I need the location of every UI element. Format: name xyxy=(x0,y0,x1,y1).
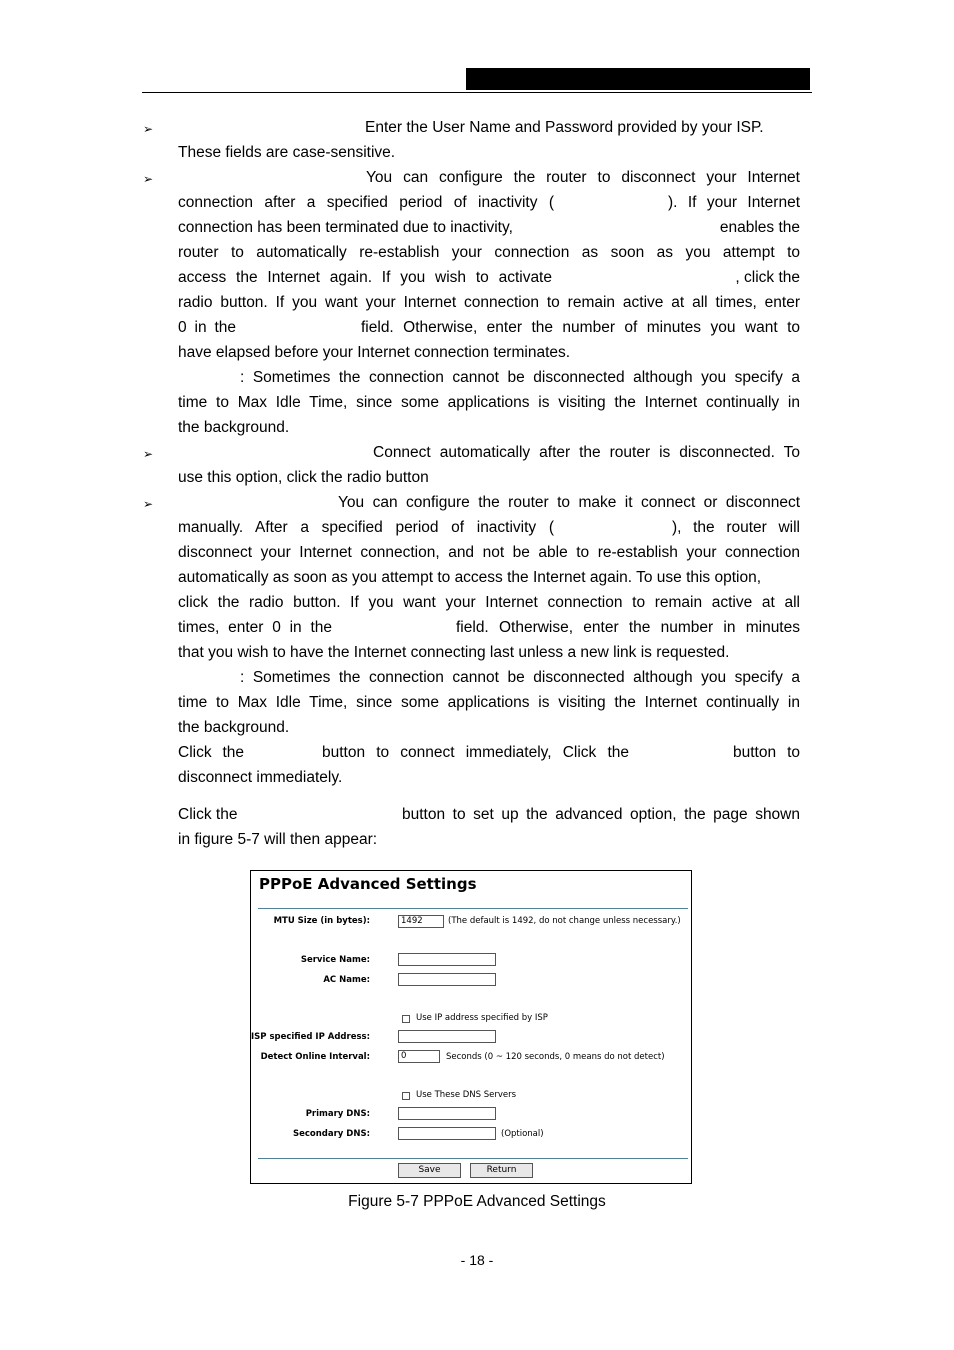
pppoe-advanced-settings-figure xyxy=(250,870,692,1184)
ac-name-label: AC Name: xyxy=(323,975,370,985)
secondary-dns-input[interactable] xyxy=(398,1127,496,1140)
optional-note: (Optional) xyxy=(501,1129,544,1139)
bullet-icon: ➢ xyxy=(143,447,154,461)
use-dns-checkbox[interactable] xyxy=(402,1092,410,1100)
text-line: button to set up the advanced option, the page shown xyxy=(402,806,800,823)
header-bar xyxy=(466,68,810,90)
text-line: field. Otherwise, enter the number of minutes you want to xyxy=(361,319,800,336)
text-line: the background. xyxy=(178,719,290,736)
mtu-size-input[interactable]: 1492 xyxy=(398,915,444,928)
detect-interval-label: Detect Online Interval: xyxy=(260,1052,370,1062)
text-line: 0 in the xyxy=(178,319,236,336)
service-name-label: Service Name: xyxy=(300,955,370,965)
return-button[interactable]: Return xyxy=(470,1163,533,1178)
text-line: that you wish to have the Internet connecting last unless a new link is requested. xyxy=(178,644,730,661)
text-line: times, enter 0 in the xyxy=(178,619,332,636)
primary-dns-input[interactable] xyxy=(398,1107,496,1120)
text-line: access the Internet again. If you wish to activate xyxy=(178,269,552,286)
use-isp-ip-label: Use IP address specified by ISP xyxy=(416,1013,548,1023)
text-line: disconnect your Internet connection, and not be able to re-establish your connection xyxy=(178,544,800,561)
text-line: time to Max Idle Time, since some applications is visiting the Internet continually in xyxy=(178,394,800,411)
text-line: radio button. If you want your Internet connection to remain active at all times, enter xyxy=(178,294,800,311)
text-line: Enter the User Name and Password provided by your ISP. xyxy=(365,119,764,136)
service-name-input[interactable] xyxy=(398,953,496,966)
text-line: You can configure the router to make it connect or disconnect xyxy=(338,494,800,511)
use-isp-ip-checkbox[interactable] xyxy=(402,1015,410,1023)
text-line: in figure 5-7 will then appear: xyxy=(178,831,378,848)
bullet-icon: ➢ xyxy=(143,497,154,511)
bullet-icon: ➢ xyxy=(143,172,154,186)
text-line: time to Max Idle Time, since some applications is visiting the Internet continually in xyxy=(178,694,800,711)
text-line: enables the xyxy=(719,219,800,236)
text-line: ), the router will xyxy=(672,519,800,536)
text-line: disconnect immediately. xyxy=(178,769,343,786)
text-line: These fields are case-sensitive. xyxy=(178,144,396,161)
figure-title: PPPoE Advanced Settings xyxy=(259,875,477,893)
text-line: click the radio button. If you want your Internet connection to remain active at all xyxy=(178,594,800,611)
text-line: the background. xyxy=(178,419,290,436)
mtu-size-label: MTU Size (in bytes): xyxy=(273,916,370,926)
save-button[interactable]: Save xyxy=(398,1163,461,1178)
text-line: button to xyxy=(733,744,800,761)
isp-ip-address-label: ISP specified IP Address: xyxy=(250,1032,370,1042)
secondary-dns-label: Secondary DNS: xyxy=(292,1129,370,1139)
figure-caption: Figure 5-7 PPPoE Advanced Settings xyxy=(348,1193,606,1210)
isp-ip-address-input[interactable] xyxy=(398,1030,496,1043)
footer-divider xyxy=(258,1158,688,1159)
text-line: connection after a specified period of inactivity ( xyxy=(178,194,554,211)
text-line: button to connect immediately, Click the xyxy=(322,744,629,761)
detect-interval-note: Seconds (0 ~ 120 seconds, 0 means do not detect) xyxy=(446,1052,665,1062)
text-line: Connect automatically after the router is disconnected. To xyxy=(373,444,800,461)
text-line: connection has been terminated due to inactivity, xyxy=(178,219,513,236)
text-line: Click the xyxy=(178,744,244,761)
text-line: : Sometimes the connection cannot be disconnected although you specify a xyxy=(240,369,800,386)
title-divider xyxy=(258,908,688,909)
text-line: , click the xyxy=(735,269,800,286)
page-number: - 18 - xyxy=(460,1252,494,1268)
text-line: manually. After a specified period of inactivity ( xyxy=(178,519,554,536)
text-line: ). If your Internet xyxy=(668,194,800,211)
text-line: Click the xyxy=(178,806,238,823)
text-line: field. Otherwise, enter the number in minutes xyxy=(456,619,800,636)
primary-dns-label: Primary DNS: xyxy=(305,1109,370,1119)
text-line: use this option, click the radio button xyxy=(178,469,429,486)
text-line: router to automatically re-establish your connection as soon as you attempt to xyxy=(178,244,800,261)
detect-interval-input[interactable]: 0 xyxy=(398,1050,440,1063)
header-rule xyxy=(142,92,812,93)
use-dns-label: Use These DNS Servers xyxy=(416,1090,517,1100)
ac-name-input[interactable] xyxy=(398,973,496,986)
mtu-note: (The default is 1492, do not change unless necessary.) xyxy=(448,916,681,926)
bullet-icon: ➢ xyxy=(143,122,154,136)
text-line: : Sometimes the connection cannot be disconnected although you specify a xyxy=(240,669,800,686)
text-line: automatically as soon as you attempt to access the Internet again. To use this option, xyxy=(178,569,762,586)
text-line: You can configure the router to disconnect your Internet xyxy=(366,169,800,186)
text-line: have elapsed before your Internet connection terminates. xyxy=(178,344,571,361)
